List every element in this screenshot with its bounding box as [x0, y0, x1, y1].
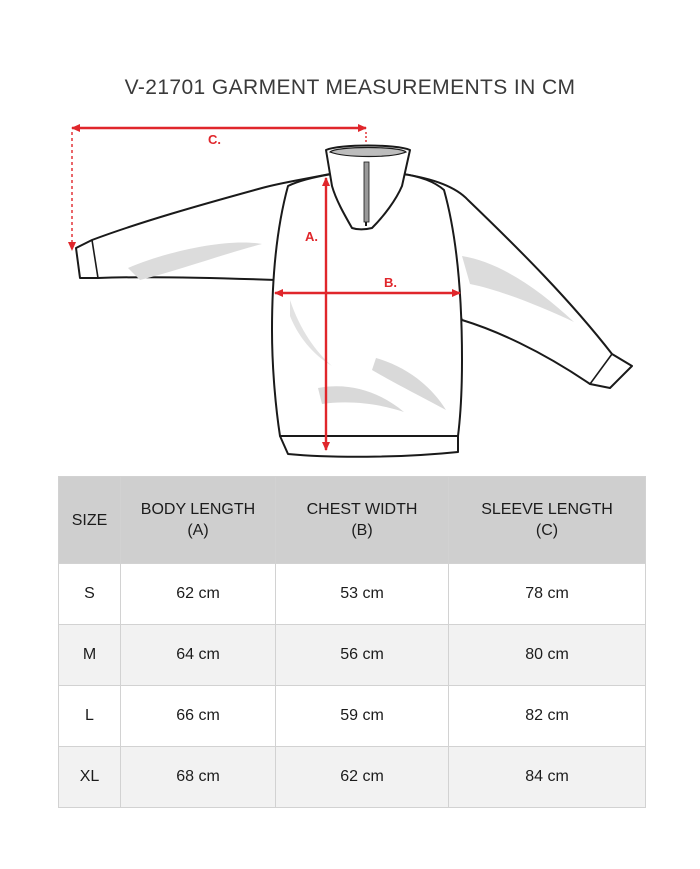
- header-sleeve-length: SLEEVE LENGTH (C): [449, 477, 646, 564]
- garment-diagram: [0, 110, 700, 470]
- size-cell: S: [59, 564, 121, 625]
- chest-width-cell: 62 cm: [276, 747, 449, 808]
- sleeve-length-cell: 80 cm: [449, 625, 646, 686]
- label-b: B.: [384, 275, 397, 290]
- chest-width-cell: 56 cm: [276, 625, 449, 686]
- page-title: V-21701 GARMENT MEASUREMENTS IN CM: [124, 76, 576, 99]
- header-chest-width: CHEST WIDTH (B): [276, 477, 449, 564]
- hem-band: [280, 436, 458, 457]
- measurements-table: [58, 476, 646, 808]
- collar-inner: [330, 148, 406, 157]
- table-header-row: [59, 477, 646, 564]
- table-row: [59, 747, 646, 808]
- table-row: [59, 625, 646, 686]
- zipper-pull: [364, 162, 369, 222]
- size-cell: L: [59, 686, 121, 747]
- sleeve-length-cell: 84 cm: [449, 747, 646, 808]
- body-length-cell: 66 cm: [121, 686, 276, 747]
- header-size: SIZE: [59, 477, 121, 564]
- sweatshirt-illustration: [0, 110, 700, 470]
- header-body-length: BODY LENGTH (A): [121, 477, 276, 564]
- body-length-cell: 68 cm: [121, 747, 276, 808]
- sleeve-length-cell: 78 cm: [449, 564, 646, 625]
- label-a: A.: [305, 229, 318, 244]
- size-cell: XL: [59, 747, 121, 808]
- body-length-cell: 64 cm: [121, 625, 276, 686]
- chest-width-cell: 59 cm: [276, 686, 449, 747]
- label-c: C.: [208, 132, 221, 147]
- sleeve-length-cell: 82 cm: [449, 686, 646, 747]
- chest-width-cell: 53 cm: [276, 564, 449, 625]
- table-row: [59, 686, 646, 747]
- size-cell: M: [59, 625, 121, 686]
- body-length-cell: 62 cm: [121, 564, 276, 625]
- table-row: [59, 564, 646, 625]
